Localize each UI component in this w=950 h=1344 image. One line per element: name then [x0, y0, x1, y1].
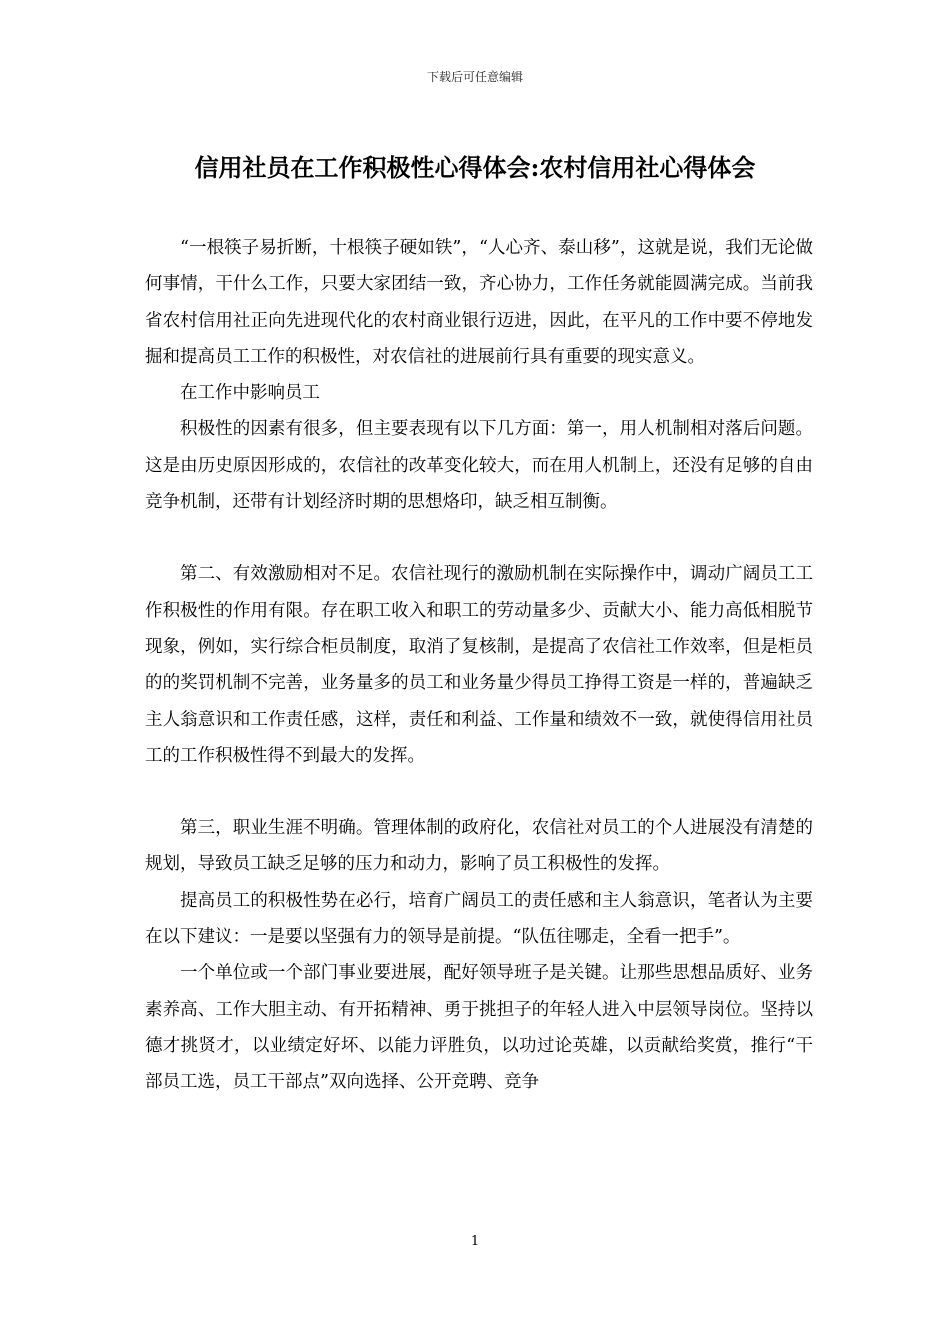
paragraph-factor-two: 第二、有效激励相对不足。农信社现行的激励机制在实际操作中，调动广阔员工工作积极性的作用有限。存在职工收入和职工的劳动量多少、贡献大小、能力高低相脱节现象，例如，实行综合柜员制度，取消了复核制，是提高了农信社工作效率，但是柜员的的奖罚机制不完善，业务量多的员工和业务量少得员工挣得工资是一样的，普遍缺乏主人翁意识和工作责任感，这样，责任和利益、工作量和绩效不一致，就使得信用社员工的工作积极性得不到最大的发挥。	[145, 564, 813, 766]
paragraph-factor-one: 积极性的因素有很多，但主要表现有以下几方面：第一，用人机制相对落后问题。这是由历史原因形成的，农信社的改革变化较大，而在用人机制上，还没有足够的自由竞争机制，还带有计划经济时期的思想烙印，缺乏相互制衡。	[145, 419, 813, 513]
header-note: 下载后可任意编辑	[426, 70, 523, 84]
document-title: 信用社员在工作积极性心得体会:农村信用社心得体会	[194, 153, 756, 182]
paragraph-intro: “一根筷子易折断，十根筷子硬如铁”，“人心齐、泰山移”，这就是说，我们无论做何事情，干什么工作，只要大家团结一致，齐心协力，工作任务就能圆满完成。当前我省农村信用社正向先进现代化的农村商业银行迈进，因此，在平凡的工作中要不停地发掘和提高员工工作的积极性，对农信社的进展前行具有重要的现实意义。	[145, 238, 813, 367]
paragraph-factor-three: 第三，职业生涯不明确。管理体制的政府化，农信社对员工的个人进展没有清楚的规划，导致员工缺乏足够的压力和动力，影响了员工积极性的发挥。	[145, 818, 813, 875]
paragraph-section-lead: 在工作中影响员工	[180, 383, 320, 404]
page-number: 1	[470, 1234, 480, 1249]
document-body	[145, 230, 813, 1101]
paragraph-leadership: 一个单位或一个部门事业要进展，配好领导班子是关键。让那些思想品质好、业务素养高、工作大胆主动、有开拓精神、勇于挑担子的年轻人进入中层领导岗位。坚持以德才挑贤才，以业绩定好坏、以能力评胜负，以功过论英雄，以贡献给奖赏，推行“干部员工选，员工干部点”双向选择、公开竞聘、竞争	[145, 963, 813, 1093]
paragraph-suggestions: 提高员工的积极性势在必行，培育广阔员工的责任感和主人翁意识，笔者认为主要在以下建议：一是要以坚强有力的领导是前提。“队伍往哪走，全看一把手”。	[145, 890, 813, 948]
